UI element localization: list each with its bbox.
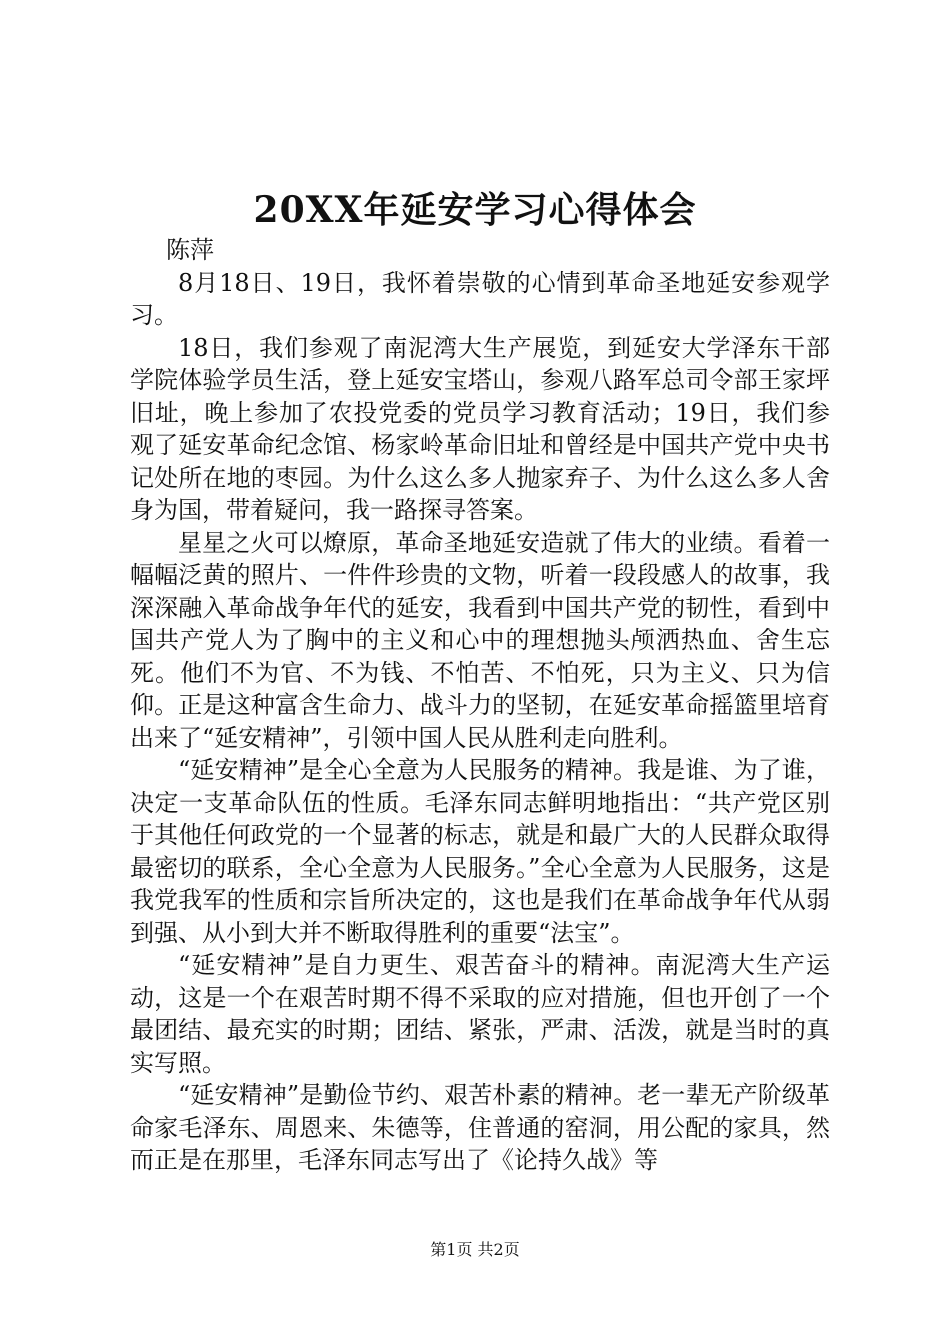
paragraph: 星星之火可以燎原，革命圣地延安造就了伟大的业绩。看着一幅幅泛黄的照片、一件件珍贵的文物，听着一段段感人的故事，我深深融入革命战争年代的延安，我看到中国共产党的韧性，看到中国共产党人为了胸中的主义和心中的理想抛头颅洒热血、舍生忘死。他们不为官、不为钱、不怕苦、不怕死，只为主义、只为信仰。正是这种富含生命力、战斗力的坚韧，在延安革命摇篮里培育出来了“延安精神”，引领中国人民从胜利走向胜利。 [130,528,830,752]
paragraph: “延安精神”是自力更生、艰苦奋斗的精神。南泥湾大生产运动，这是一个在艰苦时期不得不采取的应对措施，但也开创了一个最团结、最充实的时期；团结、紧张，严肃、活泼，就是当时的真实写照。 [130,951,830,1077]
paragraph: “延安精神”是勤俭节约、艰苦朴素的精神。老一辈无产阶级革命家毛泽东、周恩来、朱德等，住普通的窑洞，用公配的家具，然而正是在那里，毛泽东同志写出了《论持久战》等 [130,1081,830,1174]
document-body [130,234,830,1177]
document-title: 20XX年延安学习心得体会 [253,189,697,231]
page-footer: 第1页 共2页 [430,1240,520,1259]
author-name: 陈萍 [166,236,214,264]
paragraph: 8月18日、19日，我怀着崇敬的心情到革命圣地延安参观学习。 [130,268,830,329]
paragraph: 18日，我们参观了南泥湾大生产展览，到延安大学泽东干部学院体验学员生活，登上延安宝塔山，参观八路军总司令部王家坪旧址，晚上参加了农投党委的党员学习教育活动；19日，我们参观了延安革命纪念馆、杨家岭革命旧址和曾经是中国共产党中央书记处所在地的枣园。为什么这么多人抛家弃子、为什么这么多人舍身为国，带着疑问，我一路探寻答案。 [130,333,830,524]
paragraph: “延安精神”是全心全意为人民服务的精神。我是谁、为了谁，决定一支革命队伍的性质。毛泽东同志鲜明地指出：“共产党区别于其他任何政党的一个显著的标志，就是和最广大的人民群众取得最密切的联系，全心全意为人民服务。”全心全意为人民服务，这是我党我军的性质和宗旨所决定的，这也是我们在革命战争年代从弱到强、从小到大并不断取得胜利的重要“法宝”。 [130,756,830,947]
